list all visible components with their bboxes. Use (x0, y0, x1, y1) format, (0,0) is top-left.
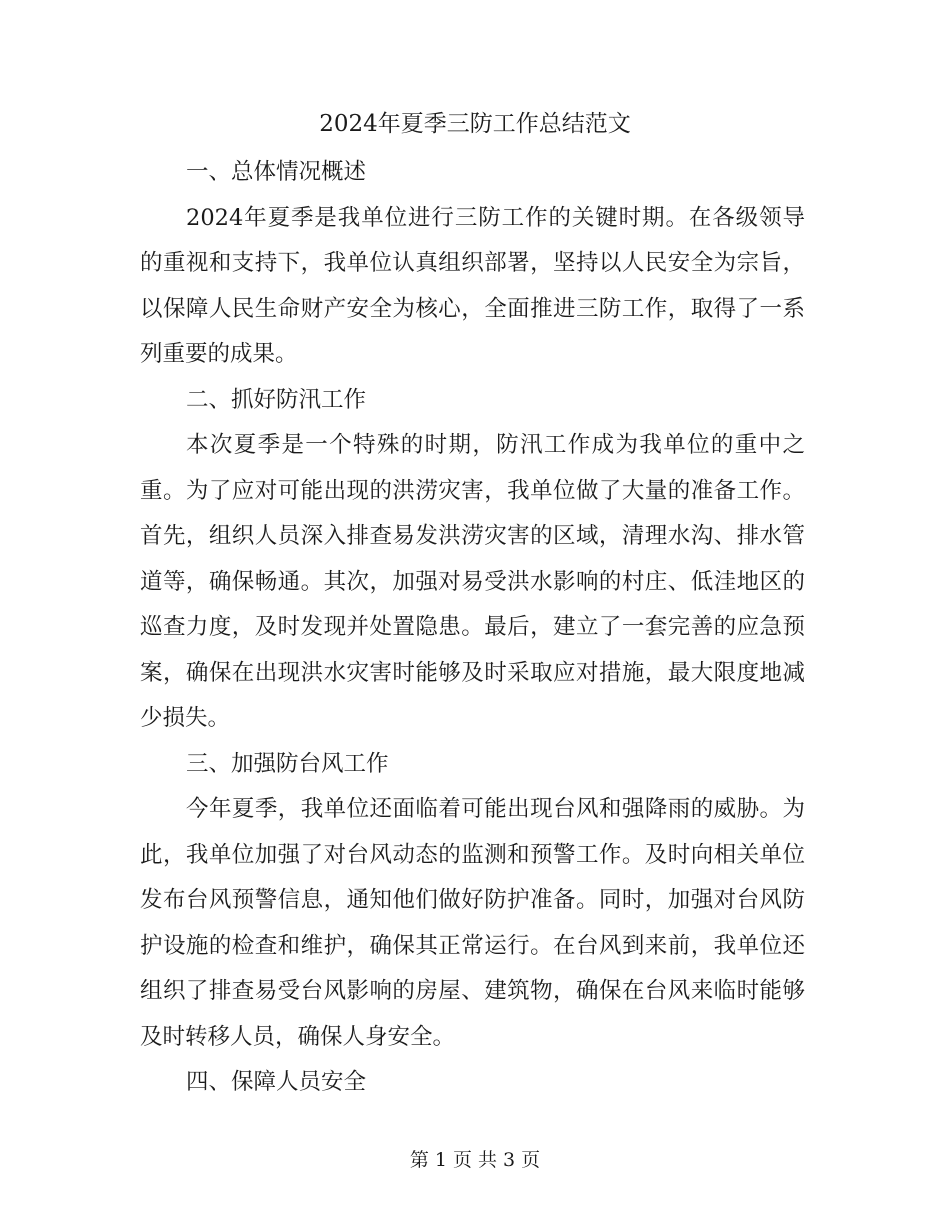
section-heading-overview: 一、总体情况概述 (186, 159, 367, 185)
page-number-footer: 第 1 页 共 3 页 (409, 1149, 541, 1171)
paragraph-flood: 本次夏季是一个特殊的时期，防汛工作成为我单位的重中之重。为了应对可能出现的洪涝灾害，我单位做了大量的准备工作。首先，组织人员深入排查易发洪涝灾害的区域，清理水沟、排水管道等，确保畅通。其次，加强对易受洪水影响的村庄、低洼地区的巡查力度，及时发现并处置隐患。最后，建立了一套完善的应急预案，确保在出现洪水灾害时能够及时采取应对措施，最大限度地减少损失。 (140, 432, 805, 731)
paragraph-overview: 2024年夏季是我单位进行三防工作的关键时期。在各级领导的重视和支持下，我单位认真组织部署，坚持以人民安全为宗旨，以保障人民生命财产安全为核心，全面推进三防工作，取得了一系列重要的成果。 (140, 204, 805, 367)
document-body (140, 150, 805, 1106)
document-title: 2024年夏季三防工作总结范文 (319, 111, 631, 137)
section-heading-safety: 四、保障人员安全 (186, 1069, 367, 1095)
section-heading-typhoon: 三、加强防台风工作 (186, 750, 389, 777)
paragraph-typhoon: 今年夏季，我单位还面临着可能出现台风和强降雨的威胁。为此，我单位加强了对台风动态的监测和预警工作。及时向相关单位发布台风预警信息，通知他们做好防护准备。同时，加强对台风防护设施的检查和维护，确保其正常运行。在台风到来前，我单位还组织了排查易受台风影响的房屋、建筑物，确保在台风来临时能够及时转移人员，确保人身安全。 (140, 796, 805, 1050)
section-heading-flood: 二、抓好防汛工作 (186, 386, 367, 413)
